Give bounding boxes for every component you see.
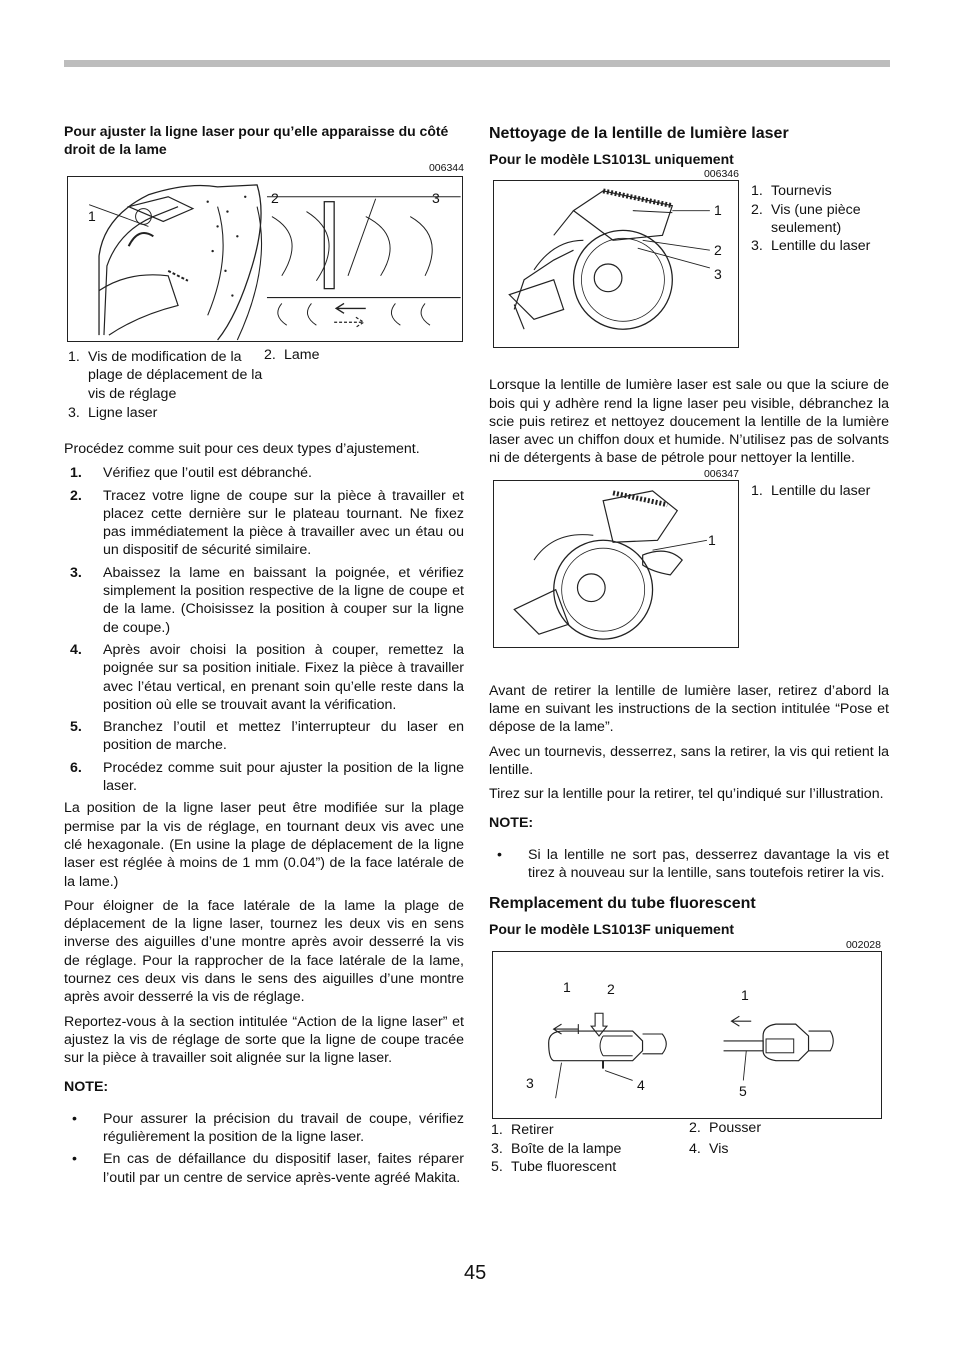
legend-item — [491, 1158, 616, 1176]
body-paragraph: La position de la ligne laser peut être modifiée sur la plage permise par la vis de réglage, en tournant deux vis avec une clé hexagonale. (En usine la plage de déplacement de la ligne laser est réglée à moins de 1 mm (0.04”) de la face latérale de la lame.) — [64, 800, 464, 890]
figure-callout-3: 3 — [714, 266, 722, 283]
figure-legend — [489, 1121, 889, 1181]
step-number: 5. — [70, 719, 82, 736]
figure-callout-3: 3 — [432, 190, 440, 206]
legend-text: Lame — [284, 347, 320, 363]
legend-item — [689, 1140, 728, 1158]
legend-item — [751, 482, 870, 500]
legend-number: 1. — [751, 183, 763, 200]
saw-lens-removal-illustration — [494, 481, 738, 647]
legend-item — [751, 182, 889, 200]
step-number: 2. — [70, 487, 82, 504]
section-title: Remplacement du tube fluorescent — [489, 895, 756, 913]
figure-callout-2: 2 — [714, 242, 722, 259]
header-rule — [64, 60, 890, 67]
legend-number: 3. — [68, 405, 80, 421]
legend-text: Retirer — [511, 1121, 554, 1138]
right-column — [489, 124, 889, 1181]
figure-code: 006344 — [428, 162, 464, 174]
note-list — [64, 1110, 464, 1187]
figure-code: 006347 — [703, 467, 739, 480]
step-text: Vérifiez que l’outil est débranché. — [103, 465, 312, 482]
step-text: Après avoir choisi la position à couper, remettez la poignée sur sa position initiale. Fixez la pièce à travailler avec l’étau vertical, en prenant soin qu’elle reste dans la position où elle se trouvait avant la vérification. — [103, 641, 464, 713]
body-paragraph: Avant de retirer la lentille de lumière laser, retirez d’abord la lame en suivant les instructions de la section intitulée “Pose et dépose de la lame”. — [489, 682, 889, 736]
legend-text: Lentille du laser — [771, 482, 871, 499]
body-paragraph: Tirez sur la lentille pour la retirer, tel qu’indiqué sur l’illustration. — [489, 786, 884, 803]
legend-number: 2. — [264, 347, 276, 363]
legend-text: Pousser — [709, 1119, 762, 1136]
laser-adjust-illustration — [68, 177, 462, 341]
figure-legend — [751, 482, 870, 500]
figure-legend — [751, 182, 889, 255]
legend-text: Vis de modification de la plage de déplacement de la vis de réglage — [88, 349, 263, 402]
figure-callout-1: 1 — [708, 531, 716, 548]
legend-item — [751, 237, 889, 255]
lens-cleaning-figure — [493, 180, 739, 348]
legend-number: 5. — [491, 1158, 503, 1175]
legend-item — [491, 1140, 621, 1158]
legend-text: Vis — [709, 1140, 729, 1157]
note-item: • Pour assurer la précision du travail de coupe, vérifiez régulièrement la position de la ligne laser. — [72, 1110, 464, 1146]
note-item: • Si la lentille ne sort pas, desserrez davantage la vis et tirez à nouveau sur la lentille, sans toutefois retirer la vis. — [497, 846, 889, 882]
step-number: 6. — [70, 759, 82, 776]
lens-removal-figure — [493, 480, 739, 648]
legend-number: 3. — [751, 238, 763, 255]
section-subtitle: Pour le modèle LS1013F uniquement — [489, 921, 735, 938]
legend-text: Tournevis — [771, 183, 832, 200]
lens-figure-block-2 — [489, 480, 889, 652]
section-title: Nettoyage de la lentille de lumière laser — [489, 125, 789, 142]
figure-code: 002028 — [845, 938, 881, 951]
fluorescent-tube-illustration — [493, 952, 881, 1118]
laser-adjust-figure — [67, 176, 463, 342]
legend-item — [689, 1119, 761, 1137]
step-item — [64, 464, 464, 482]
step-item — [64, 564, 464, 637]
legend-number: 1. — [68, 349, 80, 365]
note-label: NOTE: — [489, 814, 534, 831]
legend-text: Ligne laser — [88, 405, 158, 421]
legend-item — [751, 201, 889, 238]
note-text: Pour assurer la précision du travail de coupe, vérifiez régulièrement la position de la ligne laser. — [103, 1110, 464, 1146]
step-text: Procédez comme suit pour ajuster la position de la ligne laser. — [103, 759, 464, 795]
figure-callout-1: 1 — [88, 208, 96, 224]
step-item — [64, 759, 464, 796]
step-item — [64, 718, 464, 755]
step-number: 4. — [70, 641, 82, 658]
legend-text: Vis (une pièce seulement) — [771, 201, 861, 236]
legend-number: 2. — [689, 1119, 701, 1136]
step-number: 1. — [70, 465, 82, 482]
body-paragraph: Reportez-vous à la section intitulée “Action de la ligne laser” et ajustez la vis de réglage de sorte que la ligne de coupe tracée sur la pièce à travailler soit alignée sur la ligne laser. — [64, 1013, 464, 1067]
legend-item — [264, 346, 320, 364]
fluorescent-tube-figure — [492, 951, 882, 1119]
figure-callout-4: 4 — [637, 1076, 645, 1093]
step-item — [64, 641, 464, 714]
note-text: En cas de défaillance du dispositif laser, faites réparer l’outil par un centre de service après-vente agréé Makita. — [103, 1151, 464, 1186]
figure-callout-5: 5 — [739, 1082, 747, 1099]
figure-callout-1b: 1 — [741, 986, 749, 1003]
section-subtitle: Pour le modèle LS1013L uniquement — [489, 151, 734, 167]
figure-callout-1: 1 — [563, 978, 571, 995]
step-text: Tracez votre ligne de coupe sur la pièce à travailler et placez cette dernière sur le plateau tournant. Ne fixez pas immédiatement la pièce à travailler avec un étau ou un dispositif de sécurité similaire. — [103, 487, 464, 559]
step-item — [64, 487, 464, 560]
note-list — [489, 846, 889, 883]
left-heading: Pour ajuster la ligne laser pour qu’elle apparaisse du côté droit de la lame — [64, 123, 449, 157]
legend-number: 2. — [751, 201, 763, 218]
page-number: 45 — [464, 1262, 487, 1284]
legend-item — [68, 404, 157, 422]
step-number: 3. — [70, 564, 82, 581]
note-text: Si la lentille ne sort pas, desserrez davantage la vis et tirez à nouveau sur la lentille, sans toutefois retirer la vis. — [528, 846, 889, 882]
left-column — [64, 122, 464, 1191]
saw-lens-illustration — [494, 181, 738, 347]
figure-callout-3: 3 — [526, 1074, 534, 1091]
intro-text: Procédez comme suit pour ces deux types d’ajustement. — [64, 441, 420, 457]
step-list — [64, 464, 464, 795]
legend-text: Boîte de la lampe — [511, 1140, 622, 1157]
note-item: • En cas de défaillance du dispositif laser, faites réparer l’outil par un centre de service après-vente agréé Makita. — [72, 1151, 464, 1186]
body-paragraph: Pour éloigner de la face latérale de la lame la plage de déplacement de la ligne laser, tournez les deux vis en sens inverse des aiguilles d’une montre après avoir desserré la vis de réglage. Pour la rapprocher de la face latérale de la lame, tournez ces deux vis dans le sens des aiguilles d’une montre après avoir desserré la vis de réglage. — [64, 897, 464, 1006]
note-label: NOTE: — [64, 1078, 109, 1095]
legend-text: Lentille du laser — [771, 238, 871, 255]
legend-text: Tube fluorescent — [511, 1158, 617, 1175]
legend-item — [68, 348, 264, 403]
legend-number: 3. — [491, 1140, 503, 1157]
legend-number: 4. — [689, 1140, 701, 1157]
step-text: Branchez l’outil et mettez l’interrupteur du laser en position de marche. — [103, 719, 464, 754]
figure-legend — [64, 348, 464, 428]
figure-callout-2: 2 — [607, 980, 615, 997]
figure-code: 006346 — [703, 168, 739, 181]
step-text: Abaissez la lame en baissant la poignée, et vérifiez simplement la position respective de la ligne de coupe et de la lame. (Choisissez la position à couper sur la ligne de coupe.) — [103, 564, 464, 636]
body-paragraph: Lorsque la lentille de lumière laser est sale ou que la sciure de bois qui y adhère rend la ligne laser peu visible, débranchez la scie puis retirez et nettoyez doucement la lentille de la lumière laser avec un chiffon doux et humide. N’utilisez pas de solvants ni de détergents à base de pétrole pour nettoyer la lentille. — [489, 377, 889, 467]
figure-callout-1: 1 — [714, 202, 722, 219]
legend-number: 1. — [751, 482, 763, 499]
legend-number: 1. — [491, 1121, 503, 1138]
lens-figure-block — [489, 180, 889, 352]
body-paragraph: Avec un tournevis, desserrez, sans la retirer, la vis qui retient la lentille. — [489, 743, 889, 778]
legend-item — [491, 1121, 554, 1139]
figure-callout-2: 2 — [271, 190, 279, 206]
